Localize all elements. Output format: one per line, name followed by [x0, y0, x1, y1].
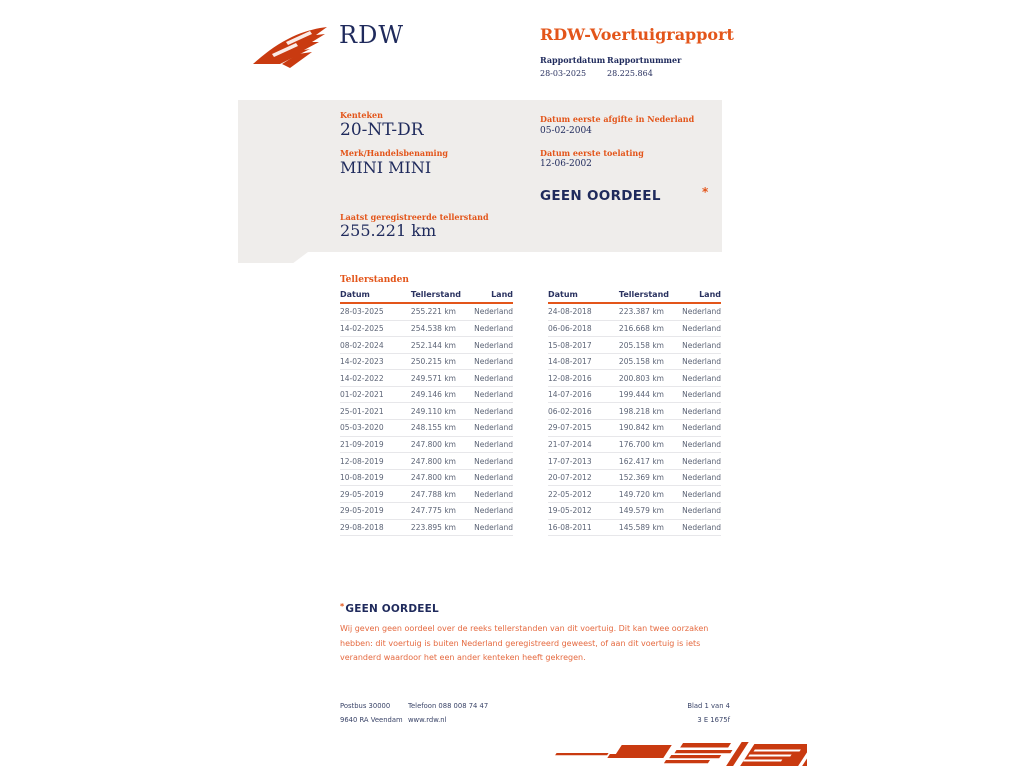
table-row [548, 353, 721, 370]
table-cell: 162.417 km [619, 453, 678, 470]
table-cell: 254.538 km [411, 320, 470, 337]
table-cell: Nederland [470, 453, 513, 470]
table-cell: 19-05-2012 [548, 502, 619, 519]
table-cell: 249.571 km [411, 370, 470, 387]
table-cell: Nederland [470, 436, 513, 453]
table-cell: Nederland [678, 420, 721, 437]
footnote-text: Wij geven geen oordeel over de reeks tellerstanden van dit voertuig. Dit kan twee oorzaken hebben: dit voertuig is buiten Nederland geregistreerd geweest, of aan dit voertuig is iets veranderd waardoor het een ander kenteken heeft gekregen. [340, 624, 709, 662]
table-row [548, 370, 721, 387]
table-cell: 247.800 km [411, 469, 470, 486]
page-footer [340, 702, 730, 728]
table-row [340, 353, 513, 370]
table-row [548, 386, 721, 403]
table-cell: 16-08-2011 [548, 519, 619, 536]
table-cell: 247.800 km [411, 453, 470, 470]
table-cell: 145.589 km [619, 519, 678, 536]
table-cell: 01-02-2021 [340, 386, 411, 403]
table-row [548, 469, 721, 486]
table-cell: 247.800 km [411, 436, 470, 453]
table-cell: 252.144 km [411, 337, 470, 354]
table-row [340, 469, 513, 486]
table-cell: Nederland [470, 386, 513, 403]
table-cell: Nederland [678, 453, 721, 470]
table-cell: 29-08-2018 [340, 519, 411, 536]
report-number-label: Rapportnummer [607, 55, 682, 65]
oordeel-badge: GEEN OORDEEL [540, 188, 661, 204]
table-cell: 29-07-2015 [548, 420, 619, 437]
table-row [548, 403, 721, 420]
table-row [548, 303, 721, 320]
table-cell: 14-02-2022 [340, 370, 411, 387]
merk-label: Merk/Handelsbenaming [340, 148, 449, 158]
table-cell: Nederland [678, 519, 721, 536]
table-cell: 24-08-2018 [548, 303, 619, 320]
table-cell: 247.788 km [411, 486, 470, 503]
table-row [340, 453, 513, 470]
oordeel-asterisk: * [702, 185, 709, 199]
footnote-heading [340, 602, 738, 615]
footer-address-line1: Postbus 30000 [340, 702, 391, 710]
table-cell: 205.158 km [619, 337, 678, 354]
table-row [548, 320, 721, 337]
table-cell: 198.218 km [619, 403, 678, 420]
table-cell: 28-03-2025 [340, 303, 411, 320]
table-cell: 10-08-2019 [340, 469, 411, 486]
table-cell: Nederland [678, 486, 721, 503]
col-tellerstand: Tellerstand [619, 290, 678, 303]
vehicle-summary-panel [238, 100, 722, 252]
col-datum: Datum [548, 290, 619, 303]
table-cell: 200.803 km [619, 370, 678, 387]
table-cell: 216.668 km [619, 320, 678, 337]
afgifte-value: 05-02-2004 [540, 126, 592, 136]
table-row [340, 502, 513, 519]
table-cell: 17-07-2013 [548, 453, 619, 470]
table-cell: Nederland [678, 436, 721, 453]
kenteken-label: Kenteken [340, 110, 383, 120]
table-cell: 199.444 km [619, 386, 678, 403]
table-cell: 152.369 km [619, 469, 678, 486]
table-cell: 223.387 km [619, 303, 678, 320]
tellerstanden-heading: Tellerstanden [340, 275, 409, 285]
report-date-label: Rapportdatum [540, 55, 606, 65]
table-cell: 250.215 km [411, 353, 470, 370]
table-row [548, 519, 721, 536]
table-cell: Nederland [678, 386, 721, 403]
kenteken-value: 20-NT-DR [340, 120, 424, 140]
table-cell: 149.720 km [619, 486, 678, 503]
table-cell: Nederland [678, 370, 721, 387]
table-row [340, 370, 513, 387]
table-cell: 20-07-2012 [548, 469, 619, 486]
table-cell: 249.146 km [411, 386, 470, 403]
table-cell: Nederland [678, 469, 721, 486]
table-cell: Nederland [470, 420, 513, 437]
table-cell: Nederland [470, 353, 513, 370]
tellerstand-value: 255.221 km [340, 221, 437, 240]
table-cell: 25-01-2021 [340, 403, 411, 420]
footer-page-number: Blad 1 van 4 [687, 702, 730, 710]
table-cell: Nederland [470, 486, 513, 503]
table-cell: 21-07-2014 [548, 436, 619, 453]
tellerstanden-section [340, 275, 721, 532]
table-cell: Nederland [470, 469, 513, 486]
table-cell: 249.110 km [411, 403, 470, 420]
report-date-value: 28-03-2025 [540, 69, 587, 78]
table-row [548, 337, 721, 354]
table-cell: 223.895 km [411, 519, 470, 536]
toelating-value: 12-06-2002 [540, 159, 592, 169]
footnote-heading-text: GEEN OORDEEL [345, 603, 439, 615]
table-cell: Nederland [678, 320, 721, 337]
table-cell: Nederland [678, 353, 721, 370]
table-cell: Nederland [678, 303, 721, 320]
table-cell: 14-02-2025 [340, 320, 411, 337]
table-row [340, 486, 513, 503]
table-row [340, 386, 513, 403]
table-cell: Nederland [470, 403, 513, 420]
table-cell: 15-08-2017 [548, 337, 619, 354]
footer-form-code: 3 E 1675f [697, 716, 730, 724]
table-row [548, 420, 721, 437]
table-cell: Nederland [470, 370, 513, 387]
table-cell: 12-08-2019 [340, 453, 411, 470]
table-header-row [548, 290, 721, 303]
col-datum: Datum [340, 290, 411, 303]
table-cell: Nederland [678, 502, 721, 519]
col-tellerstand: Tellerstand [411, 290, 470, 303]
table-cell: Nederland [470, 337, 513, 354]
table-cell: 29-05-2019 [340, 486, 411, 503]
footer-pageinfo [687, 702, 730, 730]
table-row [548, 486, 721, 503]
footnote-section [340, 602, 738, 666]
mileage-table-right [548, 290, 721, 536]
table-cell: 29-05-2019 [340, 502, 411, 519]
table-cell: 06-02-2016 [548, 403, 619, 420]
footer-website: www.rdw.nl [408, 716, 447, 724]
table-row [340, 320, 513, 337]
tellerstand-label: Laatst geregistreerde tellerstand [340, 212, 489, 222]
table-cell: Nederland [470, 502, 513, 519]
table-cell: Nederland [678, 403, 721, 420]
document-title: RDW-Voertuigrapport [540, 25, 734, 44]
table-row [340, 519, 513, 536]
table-cell: 190.842 km [619, 420, 678, 437]
table-cell: 248.155 km [411, 420, 470, 437]
table-cell: Nederland [678, 337, 721, 354]
table-header-row [340, 290, 513, 303]
report-number-value: 28.225.864 [607, 69, 653, 78]
table-cell: 06-06-2018 [548, 320, 619, 337]
table-cell: 22-05-2012 [548, 486, 619, 503]
table-cell: 176.700 km [619, 436, 678, 453]
table-cell: 247.775 km [411, 502, 470, 519]
table-row [340, 403, 513, 420]
table-row [548, 502, 721, 519]
footer-address-line2: 9640 RA Veendam [340, 716, 403, 724]
table-cell: 14-08-2017 [548, 353, 619, 370]
table-row [340, 420, 513, 437]
table-cell: 149.579 km [619, 502, 678, 519]
toelating-label: Datum eerste toelating [540, 148, 644, 158]
mileage-table-left [340, 290, 513, 536]
table-cell: 205.158 km [619, 353, 678, 370]
table-cell: 255.221 km [411, 303, 470, 320]
table-cell: Nederland [470, 320, 513, 337]
table-cell: Nederland [470, 519, 513, 536]
rdw-stripes-graphic [545, 740, 807, 768]
afgifte-label: Datum eerste afgifte in Nederland [540, 114, 695, 124]
col-land: Land [678, 290, 721, 303]
report-meta [540, 55, 681, 78]
footnote-asterisk: * [340, 602, 345, 611]
footer-contact [408, 702, 488, 730]
table-row [340, 337, 513, 354]
table-cell: 14-07-2016 [548, 386, 619, 403]
footer-phone: Telefoon 088 008 74 47 [408, 702, 489, 710]
table-cell: 21-09-2019 [340, 436, 411, 453]
footer-address [340, 702, 403, 730]
table-row [548, 453, 721, 470]
table-cell: 08-02-2024 [340, 337, 411, 354]
table-cell: 14-02-2023 [340, 353, 411, 370]
col-land: Land [470, 290, 513, 303]
table-cell: 12-08-2016 [548, 370, 619, 387]
rdw-logo-text: RDW [339, 21, 404, 49]
table-row [340, 303, 513, 320]
table-cell: Nederland [470, 303, 513, 320]
table-row [340, 436, 513, 453]
rdw-wing-icon [252, 26, 332, 70]
table-cell: 05-03-2020 [340, 420, 411, 437]
merk-value: MINI MINI [340, 158, 432, 177]
table-row [548, 436, 721, 453]
